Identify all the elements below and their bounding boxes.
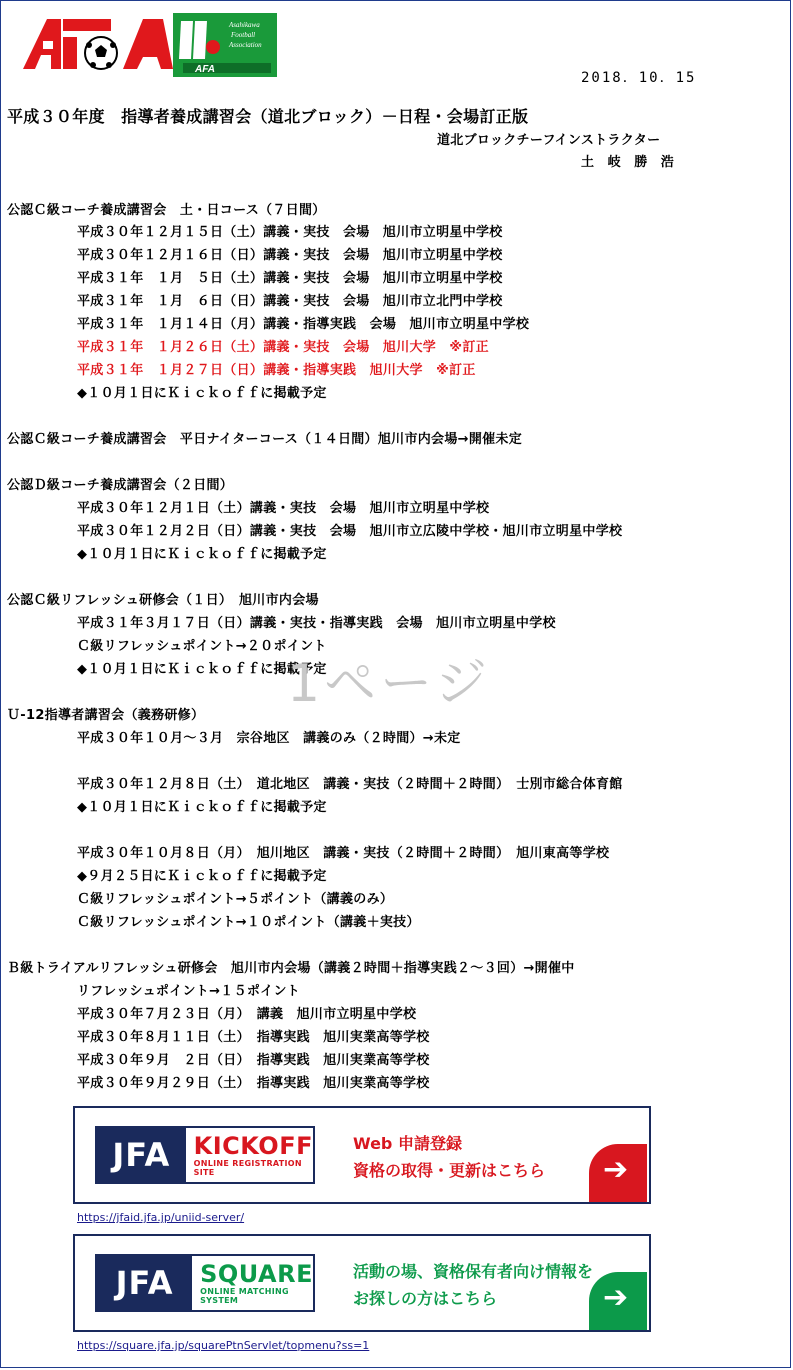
schedule-item: 平成３１年 １月２６日（土）講義・実技 会場 旭川大学 ※訂正 xyxy=(77,340,489,355)
section-heading: 公認Ｃ級コーチ養成講習会 土・日コース（７日間） xyxy=(7,203,326,218)
kickoff-banner[interactable] xyxy=(73,1106,651,1204)
schedule-item: 平成３０年８月１１日（土） 指導実践 旭川実業高等学校 xyxy=(77,1030,430,1045)
schedule-item: Ｃ級リフレッシュポイント→５ポイント（講義のみ） xyxy=(77,892,394,907)
page-watermark: 1ページ xyxy=(287,654,492,714)
arrow-right-icon[interactable]: ➔ xyxy=(589,1272,647,1330)
schedule-item: 平成３１年 １月 ６日（日）講義・実技 会場 旭川市立北門中学校 xyxy=(77,294,503,309)
schedule-item: 平成３０年１２月２日（日）講義・実技 会場 旭川市立広陵中学校・旭川市立明星中学校 xyxy=(77,524,623,539)
afa-logo xyxy=(23,15,175,71)
jfa-mark: JFA xyxy=(97,1128,186,1182)
schedule-item: 平成３０年１０月８日（月） 旭川地区 講義・実技（２時間＋２時間） 旭川東高等学校 xyxy=(77,846,610,861)
page-title: 平成３０年度 指導者養成講習会（道北ブロック）－日程・会場訂正版 xyxy=(7,107,529,126)
schedule-item: 平成３１年 １月１４日（月）講義・指導実践 会場 旭川市立明星中学校 xyxy=(77,317,530,332)
schedule-item: ◆１０月１日にＫｉｃｋｏｆｆに掲載予定 xyxy=(77,662,327,677)
author-role: 道北ブロックチーフインストラクター xyxy=(437,133,661,148)
schedule-item: 平成３１年 １月 ５日（土）講義・実技 会場 旭川市立明星中学校 xyxy=(77,271,503,286)
schedule-item: Ｃ級リフレッシュポイント→１０ポイント（講義＋実技） xyxy=(77,915,420,930)
section-heading: 公認Ｃ級コーチ養成講習会 平日ナイターコース（１４日間）旭川市内会場→開催未定 xyxy=(7,432,523,447)
svg-text:Asahikawa: Asahikawa xyxy=(229,21,260,29)
kickoff-name: KICKOFF xyxy=(193,1132,313,1160)
jfa-mark: JFA xyxy=(97,1256,192,1310)
kickoff-line2: 資格の取得・更新はこちら xyxy=(353,1161,546,1180)
kickoff-logo xyxy=(95,1126,315,1184)
schedule-item: 平成３０年１２月８日（土） 道北地区 講義・実技（２時間＋２時間） 士別市総合体育館 xyxy=(77,777,623,792)
author-name: 土 岐 勝 浩 xyxy=(581,155,675,170)
svg-text:Football: Football xyxy=(231,31,256,39)
section-heading: 公認Ｃ級リフレッシュ研修会（１日） 旭川市内会場 xyxy=(7,593,319,608)
kickoff-subtitle: ONLINE REGISTRATION SITE xyxy=(193,1159,302,1177)
schedule-item: 平成３０年１２月１日（土）講義・実技 会場 旭川市立明星中学校 xyxy=(77,501,490,516)
schedule-item: 平成３０年７月２３日（月） 講義 旭川市立明星中学校 xyxy=(77,1007,417,1022)
schedule-item: リフレッシュポイント→１５ポイント xyxy=(77,984,301,999)
square-line1: 活動の場、資格保有者向け情報を xyxy=(353,1262,594,1281)
schedule-item: ◆１０月１日にＫｉｃｋｏｆｆに掲載予定 xyxy=(77,386,327,401)
schedule-item: ◆１０月１日にＫｉｃｋｏｆｆに掲載予定 xyxy=(77,800,327,815)
square-name: SQUARE xyxy=(200,1260,313,1288)
section-heading: Ｂ級トライアルリフレッシュ研修会 旭川市内会場（講義２時間＋指導実践２～３回）→開催中 xyxy=(7,961,575,976)
kickoff-line1: Web 申請登録 xyxy=(353,1134,462,1153)
arrow-right-icon[interactable]: ➔ xyxy=(589,1144,647,1202)
square-subtitle: ONLINE MATCHING SYSTEM xyxy=(200,1287,289,1305)
kickoff-url-link[interactable]: https://jfaid.jfa.jp/uniid-server/ xyxy=(77,1211,245,1224)
section-heading: 公認Ｄ級コーチ養成講習会（２日間） xyxy=(7,478,234,493)
square-banner[interactable] xyxy=(73,1234,651,1332)
square-logo xyxy=(95,1254,315,1312)
schedule-item: 平成３０年９月 ２日（日） 指導実践 旭川実業高等学校 xyxy=(77,1053,430,1068)
svg-text:Association: Association xyxy=(229,41,262,49)
square-line2: お探しの方はこちら xyxy=(353,1289,498,1308)
schedule-item: 平成３０年１２月１５日（土）講義・実技 会場 旭川市立明星中学校 xyxy=(77,225,503,240)
schedule-item: Ｃ級リフレッシュポイント→２０ポイント xyxy=(77,639,327,654)
schedule-item: 平成３０年１２月１６日（日）講義・実技 会場 旭川市立明星中学校 xyxy=(77,248,503,263)
svg-text:AFA: AFA xyxy=(195,64,215,75)
schedule-item: 平成３１年３月１７日（日）講義・実技・指導実践 会場 旭川市立明星中学校 xyxy=(77,616,556,631)
square-url-link[interactable]: https://square.jfa.jp/squarePtnServlet/topmenu?ss=1 xyxy=(77,1339,370,1352)
section-heading: Ｕ-12指導者講習会（義務研修） xyxy=(7,708,205,723)
schedule-item: 平成３１年 １月２７日（日）講義・指導実践 旭川大学 ※訂正 xyxy=(77,363,476,378)
schedule-item: 平成３０年９月２９日（土） 指導実践 旭川実業高等学校 xyxy=(77,1076,430,1091)
schedule-item: 平成３０年１０月～３月 宗谷地区 講義のみ（２時間）→未定 xyxy=(77,731,461,746)
schedule-item: ◆１０月１日にＫｉｃｋｏｆｆに掲載予定 xyxy=(77,547,327,562)
document-date: 2018．10．15 xyxy=(581,70,697,86)
asahikawa-fa-logo xyxy=(173,13,277,77)
schedule-item: ◆９月２５日にＫｉｃｋｏｆｆに掲載予定 xyxy=(77,869,327,884)
